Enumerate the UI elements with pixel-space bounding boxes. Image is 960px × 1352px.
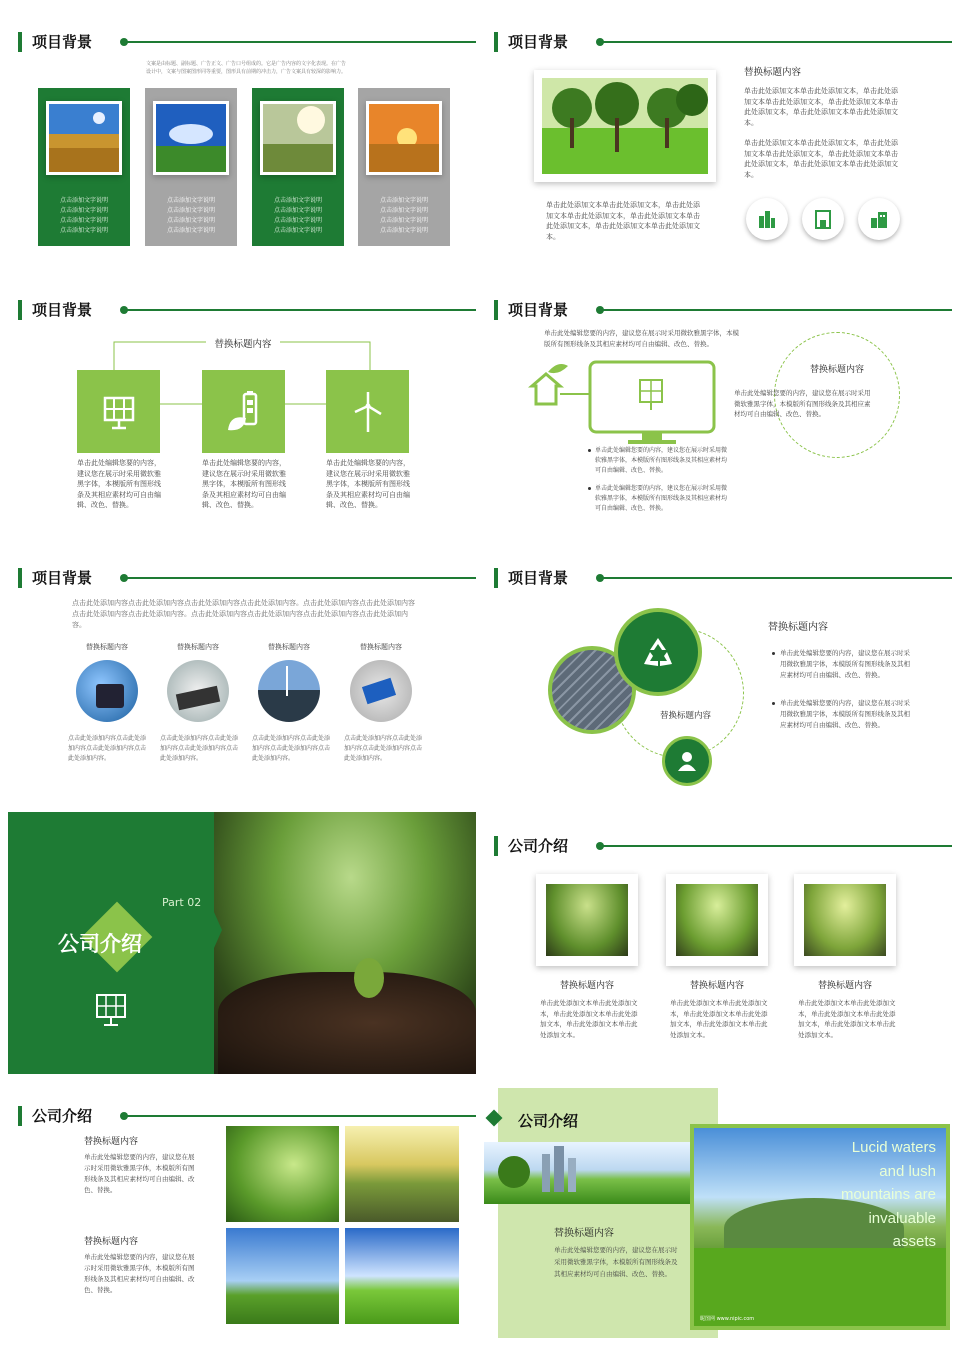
slide-5 — [8, 544, 476, 802]
item-label-2: 替换标题内容 — [689, 981, 744, 991]
item-text-1: 点击此处添加内容点击此处添加内容点击此处添加内容点击此处添加内容。 — [68, 735, 147, 762]
bullet-1: 单击此处编辑您要的内容，建议您在展示时采用微软雅黑字体，本模版所有图形线条及其相应素材均可自由编辑、改色、替换。 — [772, 648, 912, 681]
sprout-photo — [198, 812, 476, 1074]
paragraph-1: 单击此处添加文本单击此处添加文本，单击此处添加文本单击此处添加文本，单击此处添加文本单击此处添加文本，单击此处添加文本单击此处添加文本。 — [744, 87, 898, 127]
monitor-icon — [590, 362, 714, 432]
card-4 — [358, 88, 450, 246]
block-1-text: 单击此处编辑您要的内容，建议您在展示时采用微软雅黑字体，本模版所有图形线条及其相应素材均可自由编辑、改色、替换。 — [84, 1153, 195, 1194]
bullet-1: 单击此处编辑您要的内容，建议您在展示时采用微软雅黑字体，本模版所有图形线条及其相应素材均可自由编辑、改色、替换。 — [588, 446, 728, 476]
card-text: 点击添加文字说明 点击添加文字说明 点击添加文字说明 点击添加文字说明 — [59, 197, 108, 234]
bullet-2: 单击此处编辑您要的内容，建议您在展示时采用微软雅黑字体，本模版所有图形线条及其相应素材均可自由编辑、改色、替换。 — [588, 484, 728, 514]
item-label-1: 替换标题内容 — [559, 981, 614, 991]
block-2-text: 单击此处编辑您要的内容，建议您在展示时采用微软雅黑字体，本模版所有图形线条及其相应素材均可自由编辑、改色、替换。 — [84, 1253, 195, 1294]
feature-text-3: 单击此处编辑您要的内容，建议您在展示时采用微软雅黑字体，本模版所有图形线条及其相应素材均可自由编辑、改色、替换。 — [326, 459, 410, 509]
slide-title: 项目背景 — [32, 33, 93, 51]
item-text-3: 单击此处添加文本单击此处添加文本，单击此处添加文本单击此处添加文本，单击此处添加文本单击此处添加文本。 — [798, 999, 896, 1039]
slide-title: 项目背景 — [508, 33, 569, 51]
blue-key-photo — [350, 660, 412, 722]
section-title: 公司介绍 — [58, 932, 142, 956]
right-title: 替换标题内容 — [768, 622, 828, 633]
recycle-circle — [614, 608, 702, 696]
section-subtitle: 替换标题内容 — [214, 339, 272, 350]
wheat-field-photo — [49, 104, 119, 172]
mountain-landscape-photo — [694, 1128, 946, 1326]
user-icon — [676, 750, 698, 772]
card-2 — [145, 88, 237, 246]
house-monitor-graphic — [528, 356, 718, 448]
section-subtitle: 替换标题内容 — [744, 67, 802, 78]
feature-box-2 — [202, 370, 285, 453]
part-label: Part 02 — [162, 896, 202, 909]
tree-park-photo — [542, 78, 708, 174]
slide-8 — [484, 812, 952, 1074]
intro-text: 点击此处添加内容点击此处添加内容点击此处添加内容点击此处添加内容。点击此处添加内容点击此处添加内容点击此处添加内容点击此处添加内容。点击此处添加内容点击此处添加内容点击此处添加内容点击此处添加内容。 — [72, 599, 415, 629]
battery-leaf-icon — [224, 390, 264, 434]
landscape-frame — [690, 1124, 950, 1330]
photo-frame-2 — [666, 874, 768, 966]
section-subtitle: 替换标题内容 — [554, 1228, 614, 1239]
slide-title: 项目背景 — [32, 569, 93, 587]
wind-turbine-icon — [348, 390, 388, 434]
sunset-field-photo — [369, 104, 439, 172]
slide-title: 项目背景 — [508, 301, 569, 319]
quote-text: Lucid waters and lush mountains are invaluable assets — [840, 1139, 936, 1250]
slide-2 — [484, 8, 952, 266]
body-text: 单击此处编辑您要的内容，建议您在展示时采用微软雅黑字体，本模版所有图形线条及其相应素材均可自由编辑、改色、替换。 — [554, 1246, 678, 1278]
tree-city-photo — [226, 1228, 339, 1324]
slide-title: 项目背景 — [508, 569, 569, 587]
photo-frame — [534, 70, 716, 182]
building-icon-1 — [746, 198, 788, 240]
solar-wind-photo — [258, 660, 320, 722]
keyboard-hands-photo — [167, 660, 229, 722]
slide-header — [494, 24, 952, 60]
circle-text: 单击此处编辑您要的内容，建议您在展示时采用微软雅黑字体，本模版所有图形线条及其相应素材均可自由编辑、改色、替换。 — [734, 389, 871, 418]
item-label-2: 替换标题内容 — [177, 643, 219, 651]
item-text-3: 点击此处添加内容点击此处添加内容点击此处添加内容点击此处添加内容。 — [252, 735, 331, 762]
card-3 — [252, 88, 344, 246]
item-text-1: 单击此处添加文本单击此处添加文本，单击此处添加文本单击此处添加文本，单击此处添加文本单击此处添加文本。 — [540, 999, 638, 1039]
photo-frame-1 — [536, 874, 638, 966]
sky-field-photo — [156, 104, 226, 172]
photo-frame-3 — [794, 874, 896, 966]
item-text-4: 点击此处添加内容点击此处添加内容点击此处添加内容点击此处添加内容。 — [344, 735, 423, 762]
railway-sunrise-photo — [345, 1126, 459, 1222]
slide-title: 公司介绍 — [32, 1107, 93, 1125]
bullet-2: 单击此处编辑您要的内容，建议您在展示时采用微软雅黑字体，本模版所有图形线条及其相应素材均可自由编辑、改色、替换。 — [772, 698, 912, 731]
mid-label: 替换标题内容 — [660, 711, 712, 721]
building-icon-2 — [802, 198, 844, 240]
top-text: 单击此处编辑您要的内容，建议您在展示时采用微软雅黑字体，本模版所有图形线条及其相应素材均可自由编辑、改色、替换。 — [544, 329, 739, 348]
slide-title: 公司介绍 — [518, 1112, 579, 1130]
slide-header — [494, 828, 952, 864]
city-field-photo — [484, 1142, 718, 1204]
photo-caption: 单击此处添加文本单击此处添加文本，单击此处添加文本单击此处添加文本，单击此处添加文本单击此处添加文本，单击此处添加文本单击此处添加文本。 — [546, 201, 700, 241]
slide-title: 公司介绍 — [508, 837, 569, 855]
slide-7 — [8, 812, 476, 1074]
sprout-photo — [226, 1126, 339, 1222]
intro-text: 文案是由标题、副标题、广告正文、广告口号组成的。它是广告内容的文字化表现。在广告设计中，文案与图案图形同等重要，图形具有前期的冲击力，广告文案具有较深的影响力。 — [146, 61, 347, 75]
card-text: 点击添加文字说明 点击添加文字说明 点击添加文字说明 点击添加文字说明 — [166, 197, 215, 234]
circle-title: 替换标题内容 — [809, 365, 864, 375]
laptop-photo — [76, 660, 138, 722]
building-icon-3 — [858, 198, 900, 240]
item-text-2: 点击此处添加内容点击此处添加内容点击此处添加内容点击此处添加内容。 — [160, 735, 239, 762]
card-text: 点击添加文字说明 点击添加文字说明 点击添加文字说明 点击添加文字说明 — [379, 197, 428, 234]
slide-header — [494, 292, 952, 328]
slide-title: 项目背景 — [32, 301, 93, 319]
block-2-title: 替换标题内容 — [84, 1237, 139, 1247]
slide-9 — [8, 1082, 476, 1344]
feature-text-2: 单击此处编辑您要的内容，建议您在展示时采用微软雅黑字体，本模版所有图形线条及其相应素材均可自由编辑、改色、替换。 — [202, 459, 286, 509]
paragraph-2: 单击此处添加文本单击此处添加文本，单击此处添加文本单击此处添加文本，单击此处添加文本单击此处添加文本，单击此处添加文本单击此处添加文本。 — [744, 139, 898, 179]
house-icon — [532, 374, 560, 404]
item-text-2: 单击此处添加文本单击此处添加文本，单击此处添加文本单击此处添加文本，单击此处添加文本单击此处添加文本。 — [670, 999, 768, 1039]
block-1-title: 替换标题内容 — [84, 1137, 139, 1147]
card-1 — [38, 88, 130, 246]
watermark: 昵图网 www.nipic.com — [700, 1316, 755, 1322]
item-label-3: 替换标题内容 — [268, 643, 310, 651]
grass-sunlight-photo — [263, 104, 333, 172]
slide-3 — [8, 276, 476, 534]
slide-1 — [8, 8, 476, 266]
sky-meadow-photo — [345, 1228, 459, 1324]
user-circle — [662, 736, 712, 786]
feature-box-1 — [77, 370, 160, 453]
item-label-1: 替换标题内容 — [86, 643, 128, 651]
feature-box-3 — [326, 370, 409, 453]
card-text: 点击添加文字说明 点击添加文字说明 点击添加文字说明 点击添加文字说明 — [273, 197, 322, 234]
item-label-3: 替换标题内容 — [817, 981, 872, 991]
solar-panel-icon — [99, 392, 139, 432]
recycle-icon — [639, 634, 677, 670]
feature-text-1: 单击此处编辑您要的内容，建议您在展示时采用微软雅黑字体，本模版所有图形线条及其相应素材均可自由编辑、改色、替换。 — [77, 459, 161, 509]
slide-header — [18, 24, 476, 60]
slide-4 — [484, 276, 952, 534]
slide-6 — [484, 544, 952, 802]
solar-panel-icon — [94, 992, 128, 1028]
slide-header — [494, 560, 952, 596]
slide-10 — [484, 1082, 952, 1344]
item-label-4: 替换标题内容 — [360, 643, 402, 651]
slide-header — [18, 560, 476, 596]
